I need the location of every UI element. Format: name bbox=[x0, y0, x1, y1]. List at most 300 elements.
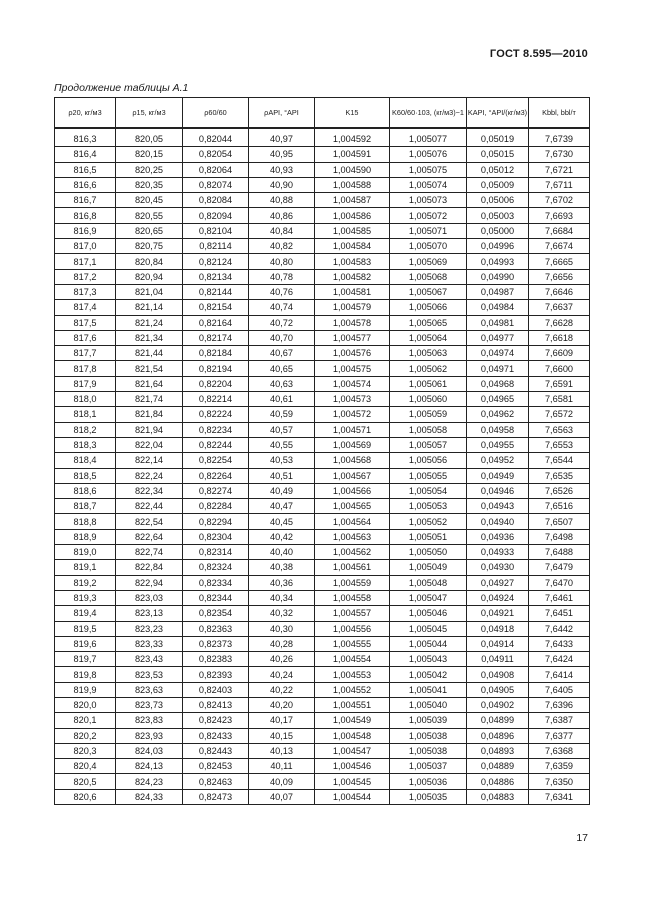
table-cell: 821,34 bbox=[116, 330, 183, 345]
table-cell: 40,11 bbox=[249, 759, 315, 774]
table-cell: 0,82174 bbox=[183, 330, 249, 345]
table-cell: 0,04930 bbox=[467, 560, 529, 575]
table-cell: 40,20 bbox=[249, 697, 315, 712]
table-cell: 1,004591 bbox=[315, 147, 390, 162]
table-cell: 40,36 bbox=[249, 575, 315, 590]
table-cell: 40,13 bbox=[249, 743, 315, 758]
table-row bbox=[55, 728, 590, 743]
table-cell: 1,004547 bbox=[315, 743, 390, 758]
table-cell: 1,004582 bbox=[315, 269, 390, 284]
table-cell: 0,04889 bbox=[467, 759, 529, 774]
table-row bbox=[55, 254, 590, 269]
table-cell: 0,82154 bbox=[183, 300, 249, 315]
table-row bbox=[55, 392, 590, 407]
table-cell: 817,2 bbox=[55, 269, 116, 284]
table-cell: 7,6516 bbox=[529, 499, 590, 514]
table-cell: 0,04886 bbox=[467, 774, 529, 789]
table-cell: 7,6350 bbox=[529, 774, 590, 789]
table-cell: 40,72 bbox=[249, 315, 315, 330]
table-cell: 819,8 bbox=[55, 667, 116, 682]
table-cell: 1,005041 bbox=[390, 682, 467, 697]
table-cell: 0,82294 bbox=[183, 514, 249, 529]
table-cell: 7,6656 bbox=[529, 269, 590, 284]
table-cell: 40,76 bbox=[249, 284, 315, 299]
table-cell: 823,53 bbox=[116, 667, 183, 682]
table-cell: 0,82354 bbox=[183, 606, 249, 621]
table-cell: 0,04955 bbox=[467, 437, 529, 452]
table-cell: 824,23 bbox=[116, 774, 183, 789]
table-cell: 7,6739 bbox=[529, 128, 590, 147]
table-cell: 823,83 bbox=[116, 713, 183, 728]
table-cell: 0,04883 bbox=[467, 789, 529, 804]
table-row bbox=[55, 560, 590, 575]
table-cell: 1,004556 bbox=[315, 621, 390, 636]
table-cell: 40,63 bbox=[249, 376, 315, 391]
table-cell: 40,84 bbox=[249, 223, 315, 238]
table-cell: 0,82094 bbox=[183, 208, 249, 223]
table-cell: 40,34 bbox=[249, 590, 315, 605]
table-cell: 0,04940 bbox=[467, 514, 529, 529]
table-row bbox=[55, 162, 590, 177]
table-cell: 40,28 bbox=[249, 636, 315, 651]
table-cell: 817,8 bbox=[55, 361, 116, 376]
table-cell: 1,004587 bbox=[315, 193, 390, 208]
table-cell: 1,005054 bbox=[390, 483, 467, 498]
table-cell: 40,42 bbox=[249, 529, 315, 544]
table-cell: 1,005043 bbox=[390, 652, 467, 667]
table-cell: 0,04905 bbox=[467, 682, 529, 697]
table-cell: 7,6368 bbox=[529, 743, 590, 758]
table-cell: 0,04924 bbox=[467, 590, 529, 605]
table-cell: 1,004552 bbox=[315, 682, 390, 697]
table-cell: 40,32 bbox=[249, 606, 315, 621]
table-row bbox=[55, 315, 590, 330]
table-cell: 819,1 bbox=[55, 560, 116, 575]
table-cell: 0,82383 bbox=[183, 652, 249, 667]
table-cell: 1,004545 bbox=[315, 774, 390, 789]
table-cell: 0,04893 bbox=[467, 743, 529, 758]
table-cell: 1,004561 bbox=[315, 560, 390, 575]
table-cell: 0,04936 bbox=[467, 529, 529, 544]
table-row bbox=[55, 514, 590, 529]
table-cell: 40,90 bbox=[249, 177, 315, 192]
table-cell: 7,6609 bbox=[529, 346, 590, 361]
table-cell: 1,004584 bbox=[315, 239, 390, 254]
table-cell: 820,05 bbox=[116, 128, 183, 147]
table-cell: 40,40 bbox=[249, 545, 315, 560]
table-row bbox=[55, 529, 590, 544]
table-cell: 1,005050 bbox=[390, 545, 467, 560]
table-cell: 820,1 bbox=[55, 713, 116, 728]
table-cell: 7,6396 bbox=[529, 697, 590, 712]
table-row bbox=[55, 223, 590, 238]
table-cell: 40,51 bbox=[249, 468, 315, 483]
table-cell: 40,45 bbox=[249, 514, 315, 529]
column-header-k6060: K60/60·103, (кг/м3)−1 bbox=[390, 98, 467, 129]
table-cell: 1,005048 bbox=[390, 575, 467, 590]
table-row bbox=[55, 590, 590, 605]
table-cell: 1,004579 bbox=[315, 300, 390, 315]
table-row bbox=[55, 606, 590, 621]
table-cell: 0,82044 bbox=[183, 128, 249, 147]
table-row bbox=[55, 789, 590, 804]
table-cell: 0,04981 bbox=[467, 315, 529, 330]
table-row bbox=[55, 437, 590, 452]
table-cell: 7,6451 bbox=[529, 606, 590, 621]
table-cell: 1,004577 bbox=[315, 330, 390, 345]
table-cell: 823,23 bbox=[116, 621, 183, 636]
table-cell: 1,005036 bbox=[390, 774, 467, 789]
table-cell: 821,84 bbox=[116, 407, 183, 422]
table-cell: 0,04965 bbox=[467, 392, 529, 407]
table-cell: 1,005069 bbox=[390, 254, 467, 269]
table-cell: 823,03 bbox=[116, 590, 183, 605]
table-cell: 816,5 bbox=[55, 162, 116, 177]
table-cell: 0,04914 bbox=[467, 636, 529, 651]
table-row bbox=[55, 468, 590, 483]
table-cell: 40,61 bbox=[249, 392, 315, 407]
table-cell: 817,9 bbox=[55, 376, 116, 391]
table-row bbox=[55, 545, 590, 560]
table-cell: 822,44 bbox=[116, 499, 183, 514]
table-cell: 1,005052 bbox=[390, 514, 467, 529]
table-cell: 821,24 bbox=[116, 315, 183, 330]
table-cell: 818,9 bbox=[55, 529, 116, 544]
table-cell: 0,82413 bbox=[183, 697, 249, 712]
table-cell: 0,04974 bbox=[467, 346, 529, 361]
table-cell: 822,14 bbox=[116, 453, 183, 468]
table-row bbox=[55, 621, 590, 636]
table-cell: 1,005071 bbox=[390, 223, 467, 238]
table-cell: 1,005055 bbox=[390, 468, 467, 483]
table-cell: 1,005047 bbox=[390, 590, 467, 605]
table-cell: 823,93 bbox=[116, 728, 183, 743]
table-cell: 817,7 bbox=[55, 346, 116, 361]
table-cell: 823,13 bbox=[116, 606, 183, 621]
table-cell: 821,64 bbox=[116, 376, 183, 391]
table-cell: 0,04921 bbox=[467, 606, 529, 621]
table-cell: 822,34 bbox=[116, 483, 183, 498]
table-cell: 7,6646 bbox=[529, 284, 590, 299]
table-cell: 7,6693 bbox=[529, 208, 590, 223]
table-cell: 0,04927 bbox=[467, 575, 529, 590]
table-cell: 40,09 bbox=[249, 774, 315, 789]
table-cell: 818,0 bbox=[55, 392, 116, 407]
table-row bbox=[55, 376, 590, 391]
table-cell: 7,6470 bbox=[529, 575, 590, 590]
table-cell: 1,004549 bbox=[315, 713, 390, 728]
table-cell: 820,0 bbox=[55, 697, 116, 712]
table-cell: 40,47 bbox=[249, 499, 315, 514]
table-cell: 1,004558 bbox=[315, 590, 390, 605]
table-cell: 40,86 bbox=[249, 208, 315, 223]
table-cell: 1,005053 bbox=[390, 499, 467, 514]
table-row bbox=[55, 759, 590, 774]
data-table bbox=[54, 97, 590, 805]
table-cell: 0,82393 bbox=[183, 667, 249, 682]
table-cell: 1,005045 bbox=[390, 621, 467, 636]
table-cell: 0,82164 bbox=[183, 315, 249, 330]
table-cell: 1,004573 bbox=[315, 392, 390, 407]
table-cell: 1,004562 bbox=[315, 545, 390, 560]
table-cell: 0,04902 bbox=[467, 697, 529, 712]
table-cell: 0,82194 bbox=[183, 361, 249, 376]
table-row bbox=[55, 743, 590, 758]
table-cell: 819,0 bbox=[55, 545, 116, 560]
table-cell: 0,04996 bbox=[467, 239, 529, 254]
table-row bbox=[55, 682, 590, 697]
table-cell: 822,24 bbox=[116, 468, 183, 483]
table-cell: 7,6674 bbox=[529, 239, 590, 254]
table-cell: 822,04 bbox=[116, 437, 183, 452]
table-cell: 40,49 bbox=[249, 483, 315, 498]
table-header-row bbox=[55, 98, 590, 129]
table-cell: 0,82204 bbox=[183, 376, 249, 391]
table-cell: 820,2 bbox=[55, 728, 116, 743]
table-cell: 0,04933 bbox=[467, 545, 529, 560]
table-cell: 0,04899 bbox=[467, 713, 529, 728]
table-cell: 1,005072 bbox=[390, 208, 467, 223]
table-cell: 1,004551 bbox=[315, 697, 390, 712]
table-cell: 821,14 bbox=[116, 300, 183, 315]
table-cell: 1,005077 bbox=[390, 128, 467, 147]
table-cell: 0,04977 bbox=[467, 330, 529, 345]
table-caption: Продолжение таблицы А.1 bbox=[54, 82, 189, 94]
table-cell: 1,004544 bbox=[315, 789, 390, 804]
table-row bbox=[55, 713, 590, 728]
table-cell: 0,04908 bbox=[467, 667, 529, 682]
table-cell: 1,004548 bbox=[315, 728, 390, 743]
table-cell: 818,2 bbox=[55, 422, 116, 437]
table-cell: 1,005058 bbox=[390, 422, 467, 437]
table-cell: 821,94 bbox=[116, 422, 183, 437]
table-cell: 40,30 bbox=[249, 621, 315, 636]
table-cell: 0,04958 bbox=[467, 422, 529, 437]
column-header-rho6060: ρ60/60 bbox=[183, 98, 249, 129]
table-cell: 1,005065 bbox=[390, 315, 467, 330]
table-row bbox=[55, 193, 590, 208]
table-cell: 7,6433 bbox=[529, 636, 590, 651]
table-cell: 1,004592 bbox=[315, 128, 390, 147]
table-cell: 7,6572 bbox=[529, 407, 590, 422]
table-cell: 1,004563 bbox=[315, 529, 390, 544]
table-cell: 819,2 bbox=[55, 575, 116, 590]
table-cell: 818,7 bbox=[55, 499, 116, 514]
table-cell: 40,88 bbox=[249, 193, 315, 208]
table-row bbox=[55, 407, 590, 422]
table-cell: 821,44 bbox=[116, 346, 183, 361]
table-cell: 0,04962 bbox=[467, 407, 529, 422]
table-cell: 0,82124 bbox=[183, 254, 249, 269]
table-cell: 820,84 bbox=[116, 254, 183, 269]
table-cell: 40,78 bbox=[249, 269, 315, 284]
table-cell: 824,33 bbox=[116, 789, 183, 804]
table-cell: 819,7 bbox=[55, 652, 116, 667]
table-cell: 823,63 bbox=[116, 682, 183, 697]
table-cell: 821,54 bbox=[116, 361, 183, 376]
table-cell: 1,004581 bbox=[315, 284, 390, 299]
table-row bbox=[55, 575, 590, 590]
table-cell: 817,0 bbox=[55, 239, 116, 254]
table-cell: 816,9 bbox=[55, 223, 116, 238]
table-cell: 820,94 bbox=[116, 269, 183, 284]
table-cell: 817,5 bbox=[55, 315, 116, 330]
table-cell: 0,82324 bbox=[183, 560, 249, 575]
table-row bbox=[55, 697, 590, 712]
table-cell: 821,04 bbox=[116, 284, 183, 299]
table-cell: 1,004576 bbox=[315, 346, 390, 361]
table-cell: 1,005044 bbox=[390, 636, 467, 651]
table-cell: 823,73 bbox=[116, 697, 183, 712]
table-cell: 1,004559 bbox=[315, 575, 390, 590]
table-cell: 40,59 bbox=[249, 407, 315, 422]
table-cell: 1,004578 bbox=[315, 315, 390, 330]
table-cell: 40,67 bbox=[249, 346, 315, 361]
table-cell: 0,82304 bbox=[183, 529, 249, 544]
table-row bbox=[55, 269, 590, 284]
table-cell: 0,82433 bbox=[183, 728, 249, 743]
column-header-rho20: ρ20, кг/м3 bbox=[55, 98, 116, 129]
table-cell: 821,74 bbox=[116, 392, 183, 407]
table-cell: 0,04918 bbox=[467, 621, 529, 636]
table-cell: 7,6702 bbox=[529, 193, 590, 208]
table-cell: 0,82254 bbox=[183, 453, 249, 468]
table-cell: 7,6665 bbox=[529, 254, 590, 269]
table-row bbox=[55, 284, 590, 299]
table-cell: 1,004583 bbox=[315, 254, 390, 269]
table-cell: 0,82234 bbox=[183, 422, 249, 437]
table-cell: 1,004555 bbox=[315, 636, 390, 651]
table-row bbox=[55, 147, 590, 162]
table-cell: 1,005059 bbox=[390, 407, 467, 422]
table-cell: 1,004566 bbox=[315, 483, 390, 498]
table-cell: 1,004567 bbox=[315, 468, 390, 483]
table-cell: 1,005061 bbox=[390, 376, 467, 391]
table-cell: 0,82054 bbox=[183, 147, 249, 162]
table-row bbox=[55, 239, 590, 254]
table-cell: 1,005060 bbox=[390, 392, 467, 407]
table-cell: 1,005049 bbox=[390, 560, 467, 575]
table-cell: 1,005046 bbox=[390, 606, 467, 621]
table-cell: 816,3 bbox=[55, 128, 116, 147]
table-cell: 1,004571 bbox=[315, 422, 390, 437]
table-cell: 1,005042 bbox=[390, 667, 467, 682]
table-row bbox=[55, 128, 590, 147]
table-cell: 816,6 bbox=[55, 177, 116, 192]
table-cell: 0,04946 bbox=[467, 483, 529, 498]
table-cell: 0,04952 bbox=[467, 453, 529, 468]
table-cell: 0,82363 bbox=[183, 621, 249, 636]
table-cell: 1,005066 bbox=[390, 300, 467, 315]
table-row bbox=[55, 453, 590, 468]
table-cell: 1,004575 bbox=[315, 361, 390, 376]
table-cell: 820,6 bbox=[55, 789, 116, 804]
table-cell: 0,05012 bbox=[467, 162, 529, 177]
table-cell: 1,004554 bbox=[315, 652, 390, 667]
table-cell: 40,15 bbox=[249, 728, 315, 743]
table-cell: 7,6563 bbox=[529, 422, 590, 437]
table-cell: 824,03 bbox=[116, 743, 183, 758]
table-cell: 0,05019 bbox=[467, 128, 529, 147]
page-number: 17 bbox=[576, 832, 588, 844]
column-header-k-api: KAPI, °API/(кг/м3) bbox=[467, 98, 529, 129]
table-cell: 0,82344 bbox=[183, 590, 249, 605]
table-cell: 0,82224 bbox=[183, 407, 249, 422]
table-cell: 1,005040 bbox=[390, 697, 467, 712]
table-cell: 7,6341 bbox=[529, 789, 590, 804]
table-cell: 0,82214 bbox=[183, 392, 249, 407]
table-cell: 7,6730 bbox=[529, 147, 590, 162]
table-cell: 1,004546 bbox=[315, 759, 390, 774]
table-cell: 7,6461 bbox=[529, 590, 590, 605]
table-cell: 820,25 bbox=[116, 162, 183, 177]
table-cell: 0,04971 bbox=[467, 361, 529, 376]
table-cell: 1,005067 bbox=[390, 284, 467, 299]
table-cell: 7,6591 bbox=[529, 376, 590, 391]
table-cell: 1,005056 bbox=[390, 453, 467, 468]
table-cell: 0,82443 bbox=[183, 743, 249, 758]
table-cell: 7,6507 bbox=[529, 514, 590, 529]
table-cell: 0,04949 bbox=[467, 468, 529, 483]
table-cell: 1,004590 bbox=[315, 162, 390, 177]
table-cell: 7,6359 bbox=[529, 759, 590, 774]
table-cell: 820,3 bbox=[55, 743, 116, 758]
table-cell: 0,04896 bbox=[467, 728, 529, 743]
table-cell: 822,94 bbox=[116, 575, 183, 590]
table-cell: 1,004574 bbox=[315, 376, 390, 391]
table-row bbox=[55, 774, 590, 789]
table-cell: 0,82134 bbox=[183, 269, 249, 284]
table-cell: 1,005070 bbox=[390, 239, 467, 254]
table-cell: 0,05009 bbox=[467, 177, 529, 192]
table-cell: 1,005057 bbox=[390, 437, 467, 452]
column-header-rho-api: ρAPI, °API bbox=[249, 98, 315, 129]
table-cell: 40,82 bbox=[249, 239, 315, 254]
table-cell: 1,004588 bbox=[315, 177, 390, 192]
table-cell: 823,33 bbox=[116, 636, 183, 651]
table-cell: 1,005038 bbox=[390, 728, 467, 743]
table-cell: 40,38 bbox=[249, 560, 315, 575]
table-cell: 0,82314 bbox=[183, 545, 249, 560]
table-cell: 816,7 bbox=[55, 193, 116, 208]
table-cell: 7,6637 bbox=[529, 300, 590, 315]
table-cell: 818,3 bbox=[55, 437, 116, 452]
table-cell: 817,4 bbox=[55, 300, 116, 315]
table-cell: 7,6377 bbox=[529, 728, 590, 743]
table-cell: 822,74 bbox=[116, 545, 183, 560]
table-row bbox=[55, 499, 590, 514]
table-cell: 0,04987 bbox=[467, 284, 529, 299]
table-cell: 820,65 bbox=[116, 223, 183, 238]
column-header-k-bbl: Kbbl, bbl/т bbox=[529, 98, 590, 129]
table-cell: 7,6618 bbox=[529, 330, 590, 345]
table-cell: 1,005063 bbox=[390, 346, 467, 361]
table-cell: 0,04993 bbox=[467, 254, 529, 269]
table-cell: 7,6405 bbox=[529, 682, 590, 697]
table-cell: 0,04943 bbox=[467, 499, 529, 514]
table-cell: 7,6581 bbox=[529, 392, 590, 407]
table-cell: 0,82473 bbox=[183, 789, 249, 804]
table-cell: 40,55 bbox=[249, 437, 315, 452]
table-cell: 822,84 bbox=[116, 560, 183, 575]
table-cell: 817,6 bbox=[55, 330, 116, 345]
table-cell: 0,05006 bbox=[467, 193, 529, 208]
table-cell: 0,82104 bbox=[183, 223, 249, 238]
table-cell: 820,55 bbox=[116, 208, 183, 223]
column-header-k15: K15 bbox=[315, 98, 390, 129]
table-row bbox=[55, 652, 590, 667]
table-row bbox=[55, 208, 590, 223]
